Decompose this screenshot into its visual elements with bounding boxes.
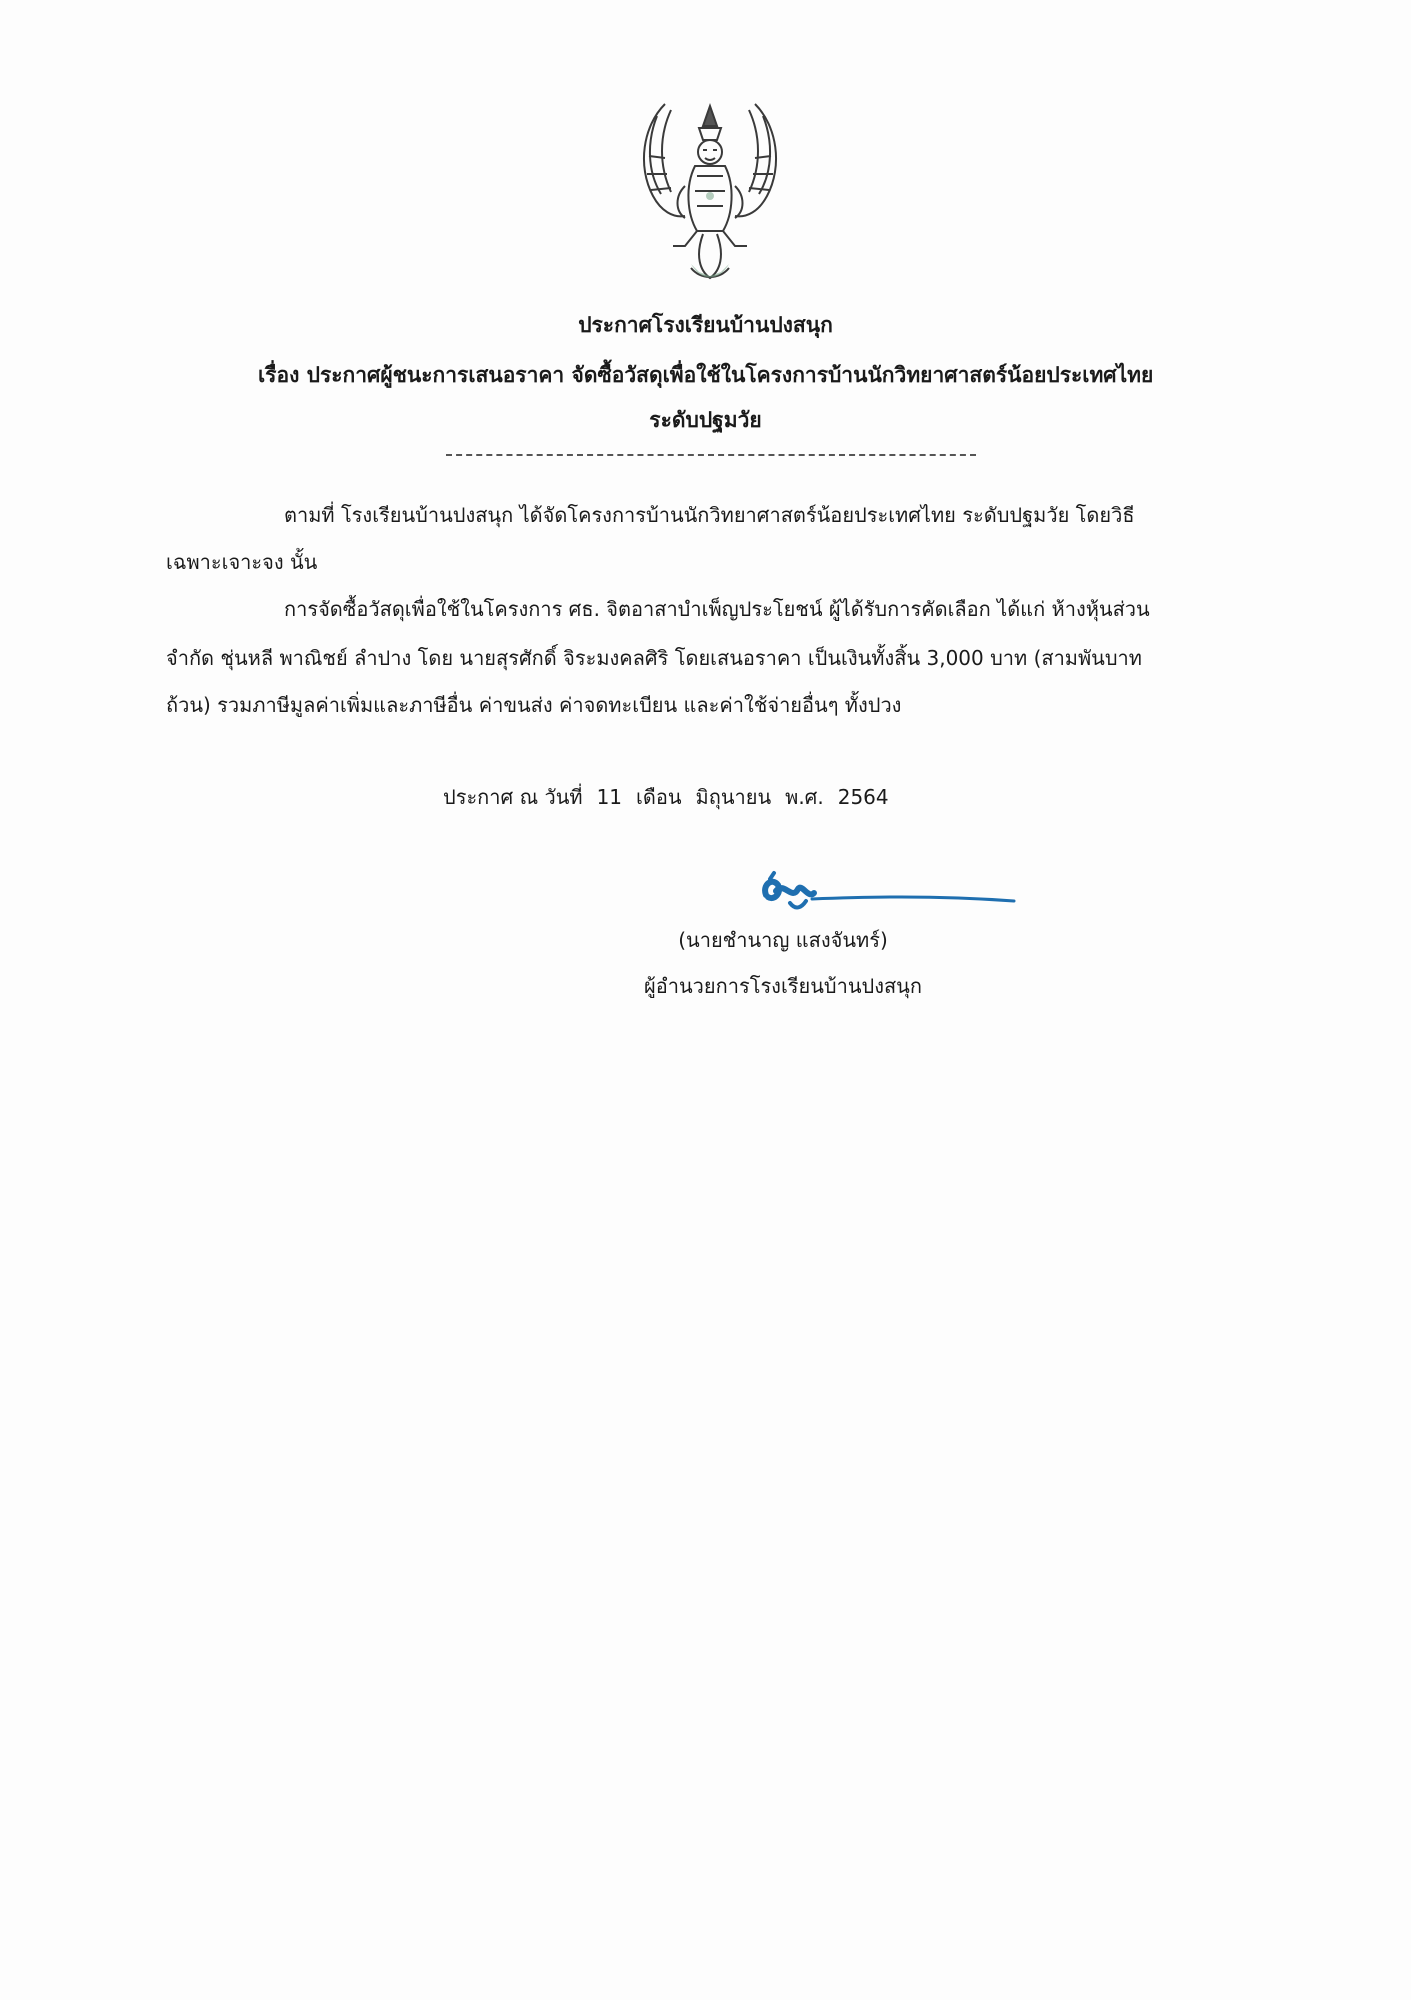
title-divider <box>446 454 976 456</box>
paragraph-1-line-2: เฉพาะเจาะจง นั้น <box>166 550 318 574</box>
garuda-emblem-icon <box>625 96 795 286</box>
paragraph-1-line-1: ตามที่ โรงเรียนบ้านปงสนุก ได้จัดโครงการบ้านนักวิทยาศาสตร์น้อยประเทศไทย ระดับปฐมวัย โดยวิธี <box>284 503 1135 527</box>
paragraph-2-line-3: ถ้วน) รวมภาษีมูลค่าเพิ่มและภาษีอื่น ค่าขนส่ง ค่าจดทะเบียน และค่าใช้จ่ายอื่นๆ ทั้งปวง <box>166 693 902 717</box>
date-prefix: ประกาศ ณ วันที่ <box>443 785 583 809</box>
paragraph-2-line-1: การจัดซื้อวัสดุเพื่อใช้ในโครงการ ศธ. จิตอาสาบำเพ็ญประโยชน์ ผู้ได้รับการคัดเลือก ได้แก่ ห้างหุ้นส่วน <box>284 597 1150 621</box>
announcement-date <box>443 782 903 812</box>
date-year-label: พ.ศ. <box>785 785 824 809</box>
signer-position: ผู้อำนวยการโรงเรียนบ้านปงสนุก <box>644 974 922 998</box>
signature-icon <box>752 855 1022 925</box>
announcement-subject: เรื่อง ประกาศผู้ชนะการเสนอราคา จัดซื้อวัสดุเพื่อใช้ในโครงการบ้านนักวิทยาศาสตร์น้อยประเทศไทย <box>258 363 1154 387</box>
date-day: 11 <box>596 785 623 809</box>
date-month-label: เดือน <box>636 785 682 809</box>
announcement-title: ประกาศโรงเรียนบ้านปงสนุก <box>578 313 833 337</box>
announcement-subject-continued: ระดับปฐมวัย <box>649 408 762 432</box>
date-month: มิถุนายน <box>695 785 772 809</box>
date-year: 2564 <box>837 785 889 809</box>
signer-name: (นายชำนาญ แสงจันทร์) <box>678 928 888 952</box>
paragraph-2-line-2: จำกัด ชุ่นหลี พาณิชย์ ลำปาง โดย นายสุรศักดิ์ จิระมงคลศิริ โดยเสนอราคา เป็นเงินทั้งสิ้น 3,000 บาท (สามพันบาท <box>166 646 1142 670</box>
